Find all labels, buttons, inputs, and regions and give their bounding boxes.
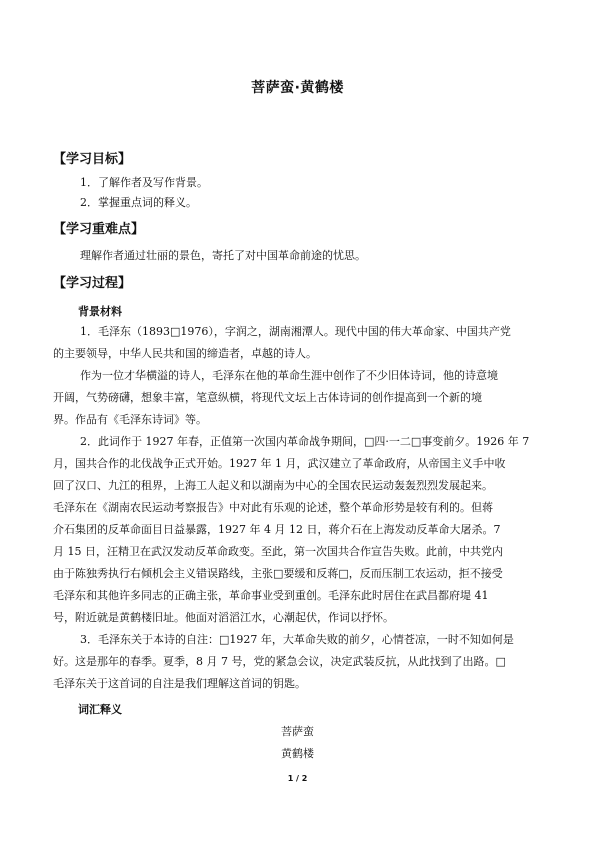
background-heading: 背景材料 <box>78 305 122 318</box>
background-line: 3．毛泽东关于本诗的自注：□1927 年，大革命失败的前夕，心情苍凉，一时不知如何是 <box>80 633 514 646</box>
background-line: 1．毛泽东（1893□1976），字润之，湖南湘潭人。现代中国的伟大革命家、中国共产党 <box>80 325 511 338</box>
vocabulary-line: 菩萨蛮 <box>281 725 314 738</box>
background-line: 作为一位才华横溢的诗人，毛泽东在他的革命生涯中创作了不少旧体诗词，他的诗意境 <box>80 369 498 382</box>
goal-item: 1．了解作者及写作背景。 <box>80 176 208 189</box>
key-points-heading: 【学习重难点】 <box>53 222 145 237</box>
process-heading: 【学习过程】 <box>53 276 132 291</box>
background-line: 由于陈独秀执行右倾机会主义错误路线，主张□要缓和反蒋□，反而压制工农运动，拒不接受 <box>53 567 503 580</box>
background-line: 号，附近就是黄鹤楼旧址。他面对滔滔江水，心潮起伏，作词以抒怀。 <box>53 611 394 624</box>
background-line: 的主要领导，中华人民共和国的缔造者，卓越的诗人。 <box>53 347 317 360</box>
goal-item: 2．掌握重点词的释义。 <box>80 196 197 209</box>
background-line: 2．此词作于 1927 年春，正值第一次国内革命战争期间，□四·一二□事变前夕。1926 年 7 <box>80 435 530 448</box>
background-line: 回了汉口、九江的租界，上海工人起义和以湖南为中心的全国农民运动轰轰烈烈发展起来。 <box>53 479 493 492</box>
vocabulary-line: 黄鹤楼 <box>281 747 314 760</box>
background-line: 月 15 日，汪精卫在武汉发动反革命政变。至此，第一次国共合作宣告失败。此前，中共党内 <box>53 545 503 558</box>
background-line: 好。这是那年的春季。夏季，8 月 7 号，党的紧急会议，决定武装反抗，从此找到了出路。□ <box>53 655 506 668</box>
background-line: 月，国共合作的北伐战争正式开始。1927 年 1 月，武汉建立了革命政府，从帝国主义手中收 <box>53 457 506 470</box>
background-line: 毛泽东在《湖南农民运动考察报告》中对此有乐观的论述，整个革命形势是较有利的。但蒋 <box>53 501 493 514</box>
vocabulary-heading: 词汇释义 <box>78 703 122 716</box>
page-number: 1 / 2 <box>287 774 308 783</box>
background-line: 毛泽东和其他许多同志的正确主张，革命事业受到重创。毛泽东此时居住在武昌都府堤 41 <box>53 589 489 602</box>
background-line: 毛泽东关于这首词的自注是我们理解这首词的钥匙。 <box>53 677 306 690</box>
background-line: 介石集团的反革命面目日益暴露，1927 年 4 月 12 日，蒋介石在上海发动反革命大屠杀。7 <box>53 523 501 536</box>
background-line: 开阔，气势磅礴，想象丰富，笔意纵横，将现代文坛上古体诗词的创作提高到一个新的境 <box>53 391 482 404</box>
page-title: 菩萨蛮·黄鹤楼 <box>251 80 344 96</box>
goals-heading: 【学习目标】 <box>53 152 132 167</box>
key-points-text: 理解作者通过壮丽的景色，寄托了对中国革命前途的忧思。 <box>80 249 366 262</box>
background-line: 界。作品有《毛泽东诗词》等。 <box>53 413 207 426</box>
